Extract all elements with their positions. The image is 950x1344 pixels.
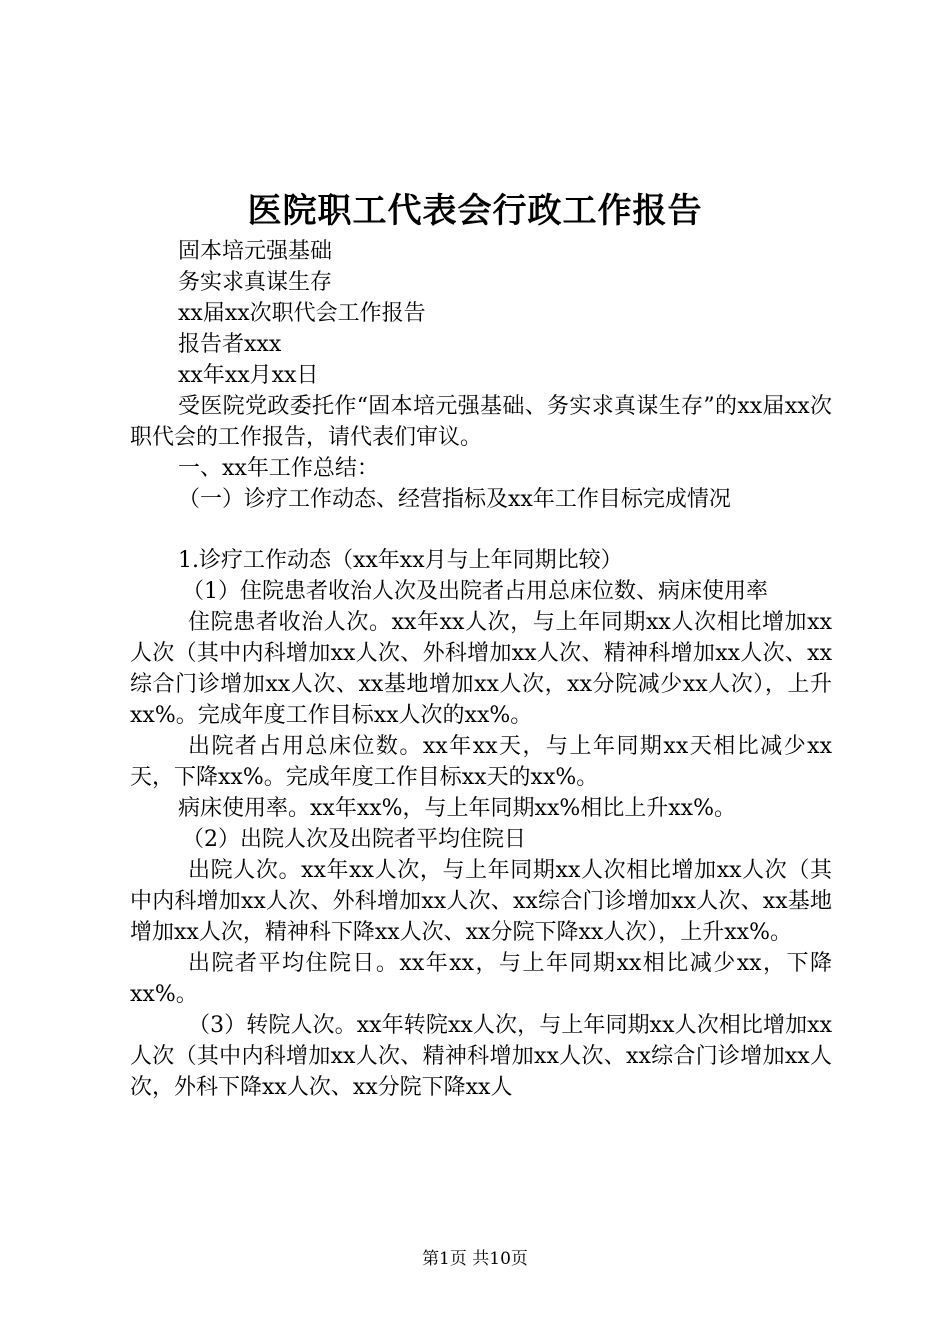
subsection-heading: （一）诊疗工作动态、经营指标及xx年工作目标完成情况 xyxy=(178,487,731,512)
item-subheading-1: （1）住院患者收治人次及出院者占用总床位数、病床使用率 xyxy=(182,579,768,604)
paragraph-average-stay: 出院者平均住院日。xx年xx，与上年同期xx相比减少xx，下降xx%。 xyxy=(130,951,832,1007)
report-session-line: xx届xx次职代会工作报告 xyxy=(178,301,426,326)
motto-line-2: 务实求真谋生存 xyxy=(178,270,333,295)
reporter-line: 报告者xxx xyxy=(178,332,282,357)
blank-line xyxy=(130,515,832,545)
intro-paragraph: 受医院党政委托作“固本培元强基础、务实求真谋生存”的xx届xx次职代会的工作报告，请代表们审议。 xyxy=(130,394,832,450)
paragraph-admissions: 住院患者收治人次。xx年xx人次，与上年同期xx人次相比增加xx人次（其中内科增加xx人次、外科增加xx人次、精神科增加xx人次、xx综合门诊增加xx人次、xx基地增加xx人次，xx分院减少xx人次），上升xx%。完成年度工作目标xx人次的xx%。 xyxy=(130,610,832,728)
paragraph-discharges: 出院人次。xx年xx人次，与上年同期xx人次相比增加xx人次（其中内科增加xx人次、外科增加xx人次、xx综合门诊增加xx人次、xx基地增加xx人次，精神科下降xx人次、xx分院下降xx人次），上升xx%。 xyxy=(130,858,832,945)
document-title: 医院职工代表会行政工作报告 xyxy=(247,191,703,231)
item-subheading-2: （2）出院人次及出院者平均住院日 xyxy=(182,827,526,852)
motto-line-1: 固本培元强基础 xyxy=(178,239,333,264)
section-heading: 一、xx年工作总结： xyxy=(178,456,379,481)
paragraph-transfers: （3）转院人次。xx年转院xx人次，与上年同期xx人次相比增加xx人次（其中内科增加xx人次、精神科增加xx人次、xx综合门诊增加xx人次，外科下降xx人次、xx分院下降xx人 xyxy=(130,1013,832,1100)
date-line: xx年xx月xx日 xyxy=(178,363,319,388)
page-footer: 第1页 共10页 xyxy=(422,1249,528,1269)
paragraph-bed-days: 出院者占用总床位数。xx年xx天，与上年同期xx天相比减少xx天，下降xx%。完成年度工作目标xx天的xx%。 xyxy=(130,734,832,790)
item-heading: 1.诊疗工作动态（xx年xx月与上年同期比较） xyxy=(178,548,623,573)
document-body xyxy=(130,236,832,1103)
paragraph-bed-usage: 病床使用率。xx年xx%，与上年同期xx%相比上升xx%。 xyxy=(178,796,736,821)
